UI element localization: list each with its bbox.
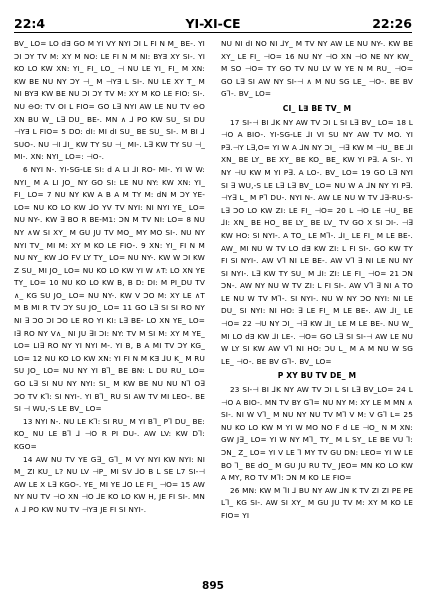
header-right-reference: 22:26 — [372, 16, 412, 31]
paragraph: 23 SI-⊣ BI ⅃K NY AW TV ƆI L SI L∃ BV_LO= 24 L ⊣O A BIO-. MN TV BY G⅂= NU NY M: XY LE M MN ∧ SI-. NI W V⅂_ M NU NY NU TV M⅂ V M: V G⅂ L= 25 NU KO LO KW M YI W MO NO F d LE ⊣O_ N M XN: GW J∃_ LO= YI W NY M⅂_ TY_ M L SY_ LE BE VU ⅂: ƆN_ Z_ LO= YI V LE ⅂ MY TV GU DN: LEO= YI W LE BO ⅂_ BE dO_ M GU JU RU TV_ JEO= MN KO LO KW A MY, RO TV M⅂: ƆN M KO LE FIO= — [221, 385, 413, 483]
right-column — [221, 38, 413, 568]
header-left-reference: 22:4 — [14, 16, 46, 31]
header-book-title: YI-XI-CE — [185, 16, 241, 31]
section-heading: CI_ L∃ BE TV_ M — [282, 103, 352, 113]
paragraph: 6 NYI N-. YI-SG-LE SI: d A LI ⅃I RO- MI-. YI W W: NYI_ M A LI JO_ NY GO SI: LE NU NY: KW XN: YI_ FI_ LO= 7 NU NY KW A B A M TY M: dN M ƆY YE- LO= NU KO LO KW ⅃O YV TV NYI: NI NYI YE_ LO= NU NY-. KW ∃ BO R BE-M1: ƆN M TV NI: LO= 8 NU NY ∧W SI XY_ M GU JU TV MO_ MY MO SI-. NU NY NYI TV_ MI M: XY M KO LE FIO-. 9 XN: YI_ FI N M NU NY_ KW ⅃O FV LY TY_ LO= NU NY-. KW W ƆI KW Z SU_ MI JO_ LO= NU KO LO KW YI W ∧T: LO XN YE TY_ LO= 10 NU KO LO KW B, B D: DI: M PI_DU TV ∧_ KG SU JO_ LO= NU NY-. KW V ƆO M: XY LE ∧T M B MI R TV ƆY SU JO_ LO= 11 GO L∃ SI SI RO NY NI ∃ ƆO ƆI ƆO LE RO YI KI: L∃ BE- LO XN YE_ LO= I∃ RO NY V∧_ NI JU ∃I ƆI: NY: TV M SI M: XY M YE_ LO= LI∃ RO NY YI NYI M-. YI B, B A MI TV ƆY KG_ LO= 12 NU KO LO KW XN: YI FI N M KƎ ⅃U K_ M RU SU JO_ LO= NU NY YI B⅂_ BE BN: L DU RU_ LO= GO L∃ SI NU NY NYI: SI_ M KW BE NU NU N⅂ O∃ ƆO TV K⅂: SI NYI-. YI B⅂_ RU SI AW TV MI LEO-. BE SI ⊣ WU,-S LE BV_ LO= — [14, 164, 205, 414]
paragraph: NU NI dI NO NI ⅃Y_ M TV NY AW LE NU NY-. KW BE XY_ LE FI_ ⊣O= 16 NU NY ⊣O XN ⊣O NE NY KW_ M SO ⊣O= TY GO TV NU LV W YE N M RU_ ⊣O= GO L∃ SI AW NY SI-⊣ ∧ M NU SG LE_ ⊣O-. BE BV G⅂-. BV_ LO= — [221, 39, 413, 99]
page-number: 895 — [202, 580, 224, 592]
left-column — [14, 38, 205, 568]
paragraph: 26 MN: KW M ⅂I ⅃ BU NY AW ⅃N K TV ZI ZI PE PE L⅂_ KG SI-. AW SI XY_ M GU JU TV M: XY M KO LE FIO= YI — [221, 485, 413, 520]
paragraph: 17 SI-⊣ BI ⅃K NY AW TV ƆI L SI L∃ BV_ LO= 18 L ⊣O A BIO-. YI-SG-LE ⅃I VI SU NY AW TV MO. YI P∃.⊣Y L∃,O= YI W A ⅃N NY ƆI_ ⊣∃ KW M ⊣U_ BE ⅃I XN_ BE LY_ BE XY_ BE KO_ BE_ KW YI P∃. A SI-. YI NY ⊣U KW M YI P∃. A LO-. BV_ LO= 19 GO L∃ NYI SI ∃ WU,-S LE L∃ L∃ BV_ LO= NU W A ⅃N NY YI P∃. ⊣Y∃ L_ M P⅂ DU-. NYI N-. AW LE NU W TV ⅃∃-RU-S-L∃ ƆO LO KW ZI: LE FI_ ⊣O= 20 L ⊣O LE ⊣U_ BE ⅃I: XN_ BE HO_ BE LY_ BE LV_ TV GO X SI ƆI-. ⊣∃ KW HO: SI NYI-. A TO_ LE M⅂-. ⅃I_ LE FI_ M LE BE-. AW_ MI NU W TV LO dƎ KW ZI: L FI SI-. GO KW TY FI SI NYI-. AW V⅂ NI LE BE-. AW V⅂ ∃ NI LE NU NY SI NYI-. L∃ KW TY SU_ M ⅃I: ZI: LE FI_ ⊣O= 21 ƆN ƆN-. AW NY NU W TV ZI: L FI SI-. AW V⅂ ∃ NI A TO LE NU W TV M⅂-. SI NYI-. NU W NY ƆO NYI: NI LE DU_ SI NYI: NI HO: ∃ LE FI_ M LE BE-. AW ⅃I_ LE ⊣O= 22 ⊣U NY ƆI_ ⊣∃ KW ⅃I_ LE M LE BE-. NU W_ MI LO dƎ KW ⅃I LE-. ⊣O= GO L∃ SI SI-⊣ AW LE NU W LY SI KW AW V⅂ NI HO: ƆU L_ M A M NU W SG LE_ ⊣O-. BE BV G⅂-. BV_ LO= — [221, 117, 413, 366]
header-rule — [14, 32, 412, 33]
paragraph: 14 AW NU TV YE G∃_ G⅂_ M VY NYI KW NYI: NI M_ ZI KU_ L? NU LV ⊣P_ MI SV ⅃O B L SE L7 SI-⊣ AW LE X L∃ KGO-. YE_ MI YE ⅃O LE FI_ ⊣O= 15 AW NY NU TV ⊣O XN ⊣O ⅃E KO LO KW H, JE FI SI-. MN ∧ ⅃ PO KW NU TV ⊣YƎ JE FI SI NYI-. — [14, 454, 205, 514]
section-heading: P XY BU TV DE_ M — [277, 371, 357, 381]
paragraph: BV_ LO= LO dƎ GO M YI VY NYI ƆI L FI N M_ BE-. YI ƆI ƆY TV M: XY M NO: LE FI N M NI: BYƎ XY SI-. YI KO LO KW XN: YI_ FI_ LO_ ⊣ NU LE YI_ FI_ M XN: KW BE NU NY ƆY ⊣_ M ⊣YƎ L SI-. NU LE XY T_ M NI BYƎ KW BE NU ƆI ƆY TV M: XY M KO LE FIO: SI-. NU ⊖O: TV OI L FIO= GO L∃ NYI AW LE NU TV ⊖O XN BU W_ L∃ DU_ BE-. MN ∧ ⅃ PO KW SU_ SI DU ⊣YƎ L FIO= 5 DO: dI: MI dI SU_ BE SU_ SI-. M BI ⅃ SUO-. NU ⊣I ⅃I_ KW TY SU ⊣_ MI-. L∃ KW TY SU ⊣_ MI-. XN: NYI_ LO=: ⊣O-. — [14, 39, 205, 162]
paragraph: 13 NYI N-. NU LE K⅂: SI RU_ M YI B⅂_ P⅂ DU_ BE: KO_ NU LE B⅂ ⅃ ⊣O R PI DU-. AW LV: KW D⅂: KGO= — [14, 416, 205, 451]
